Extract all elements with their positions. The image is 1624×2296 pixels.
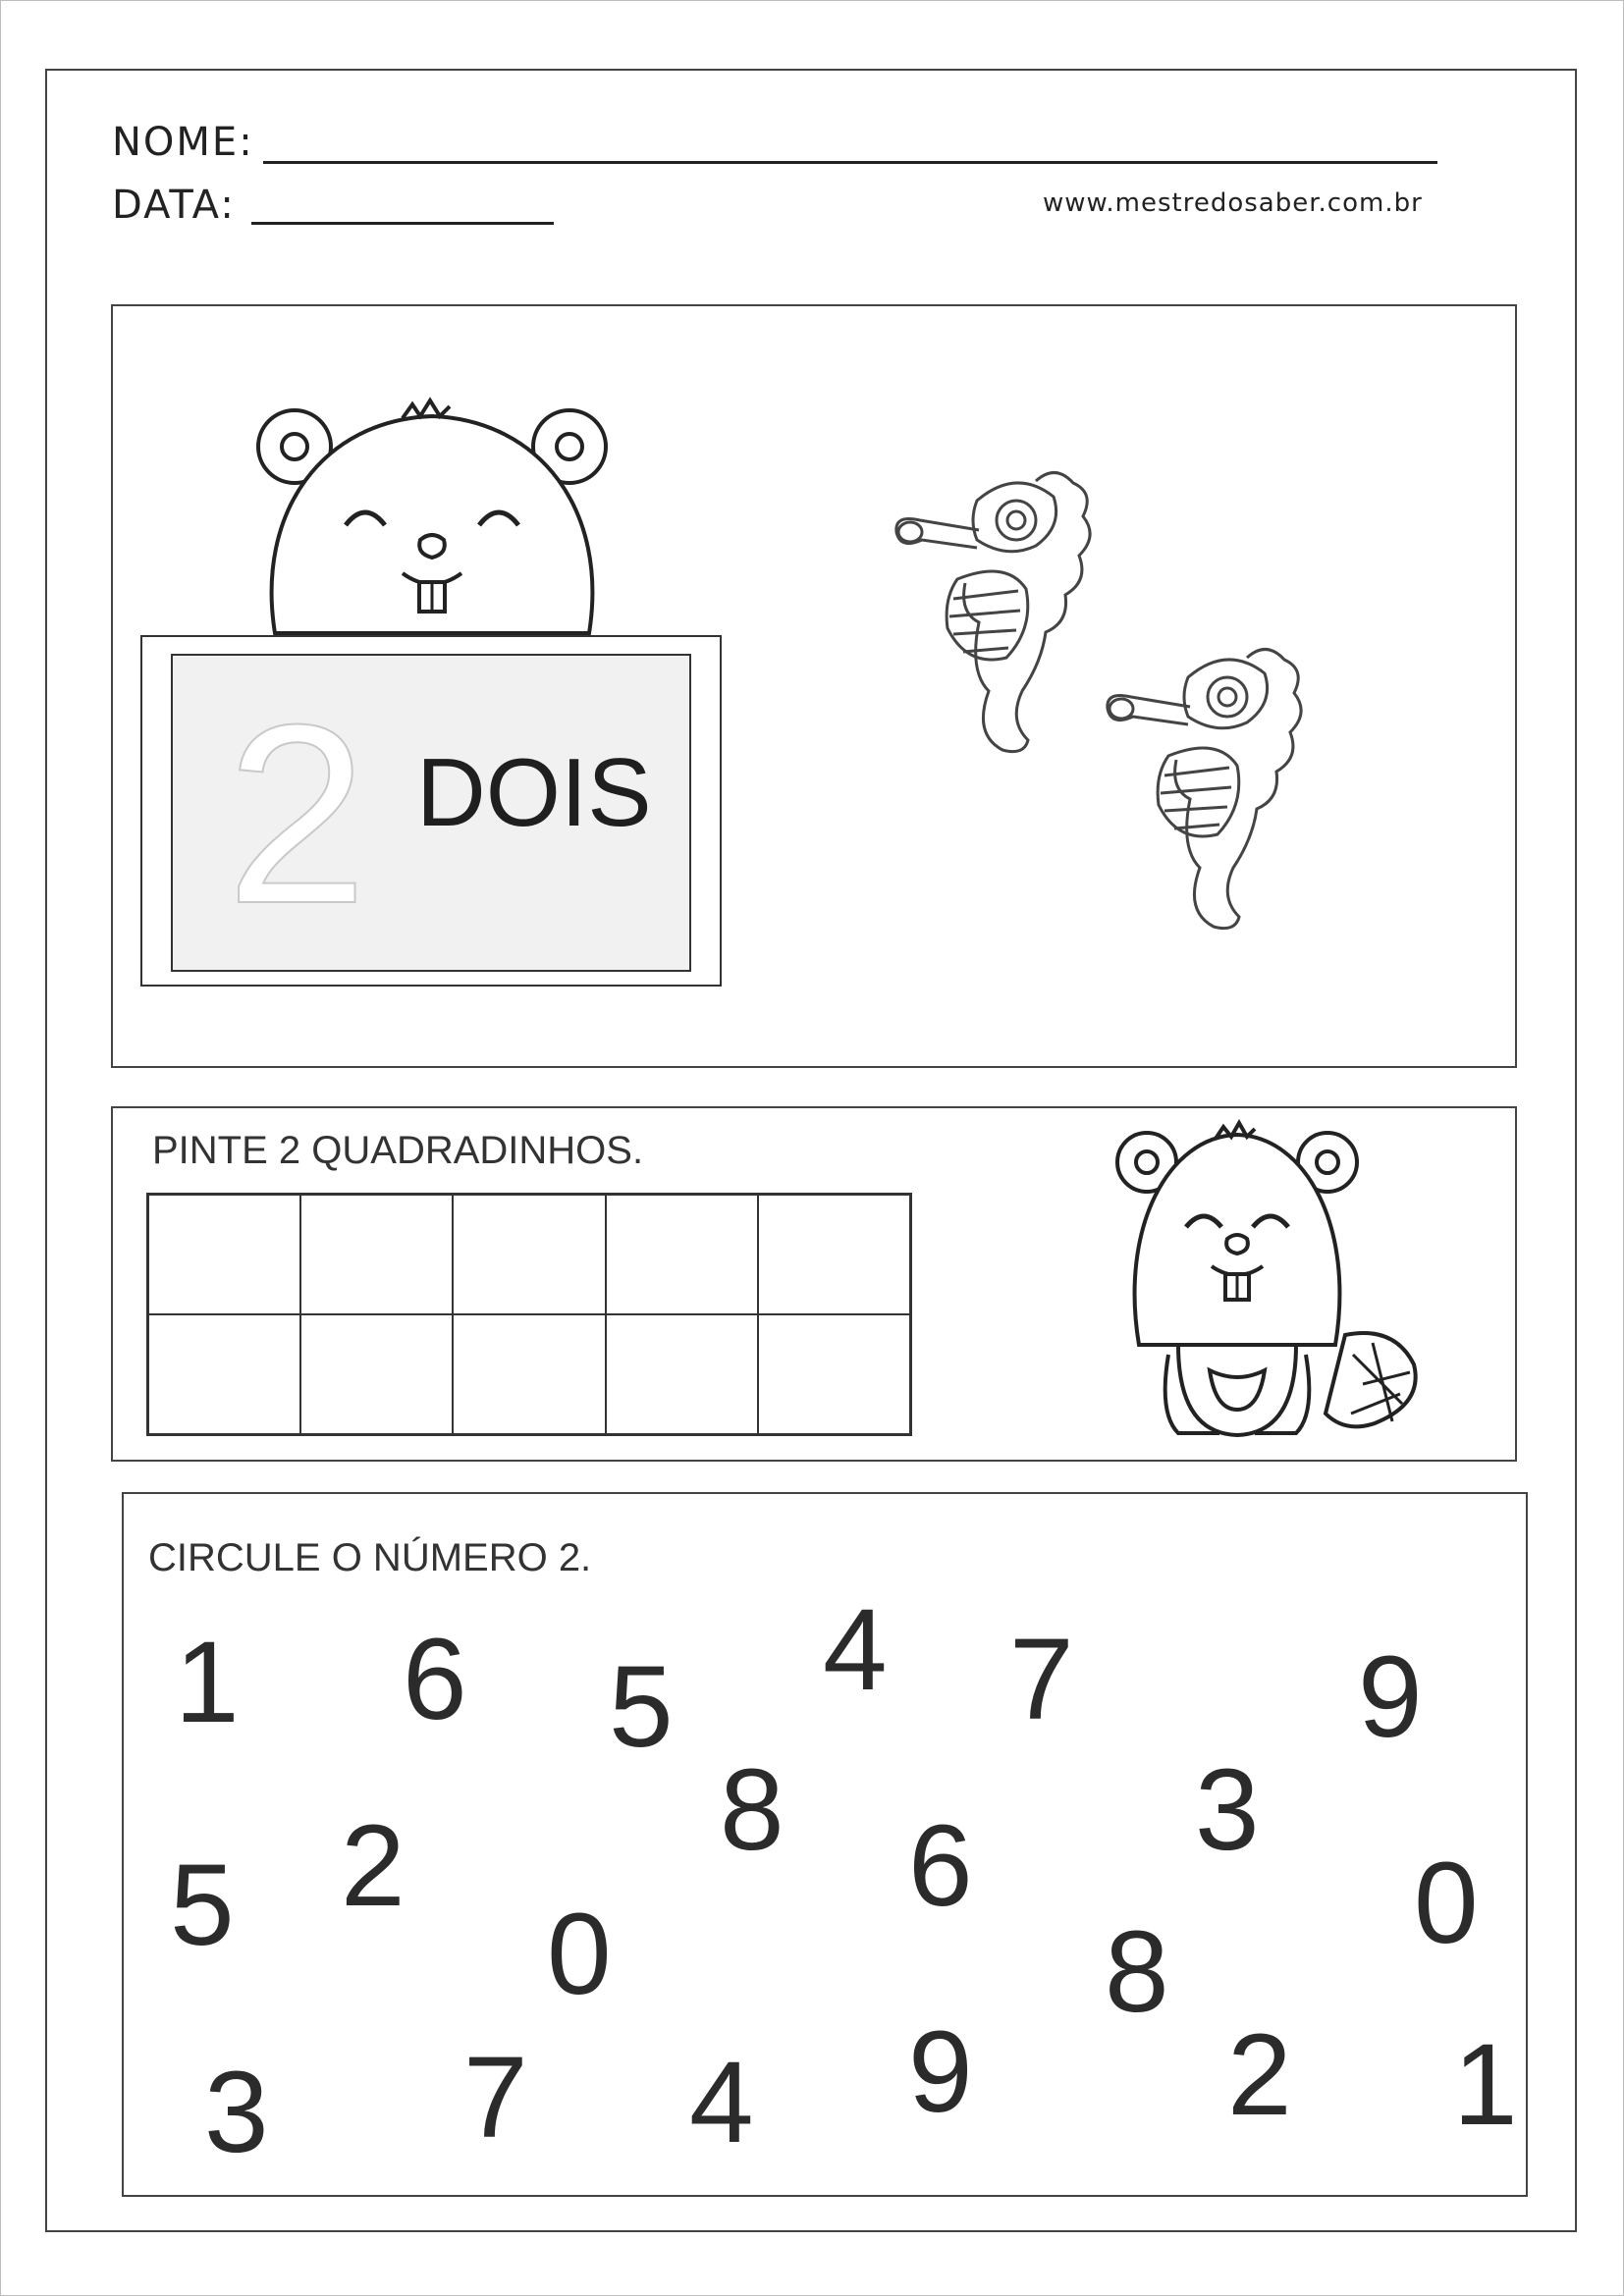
beaver-icon xyxy=(245,393,628,648)
digit[interactable]: 3 xyxy=(1195,1745,1260,1875)
digit[interactable]: 9 xyxy=(1358,1632,1423,1762)
circle-instruction: CIRCULE O NÚMERO 2. xyxy=(148,1536,592,1579)
digit[interactable]: 0 xyxy=(1414,1839,1479,1968)
digit[interactable]: 4 xyxy=(689,2038,754,2167)
digit[interactable]: 5 xyxy=(609,1642,674,1772)
digit[interactable]: 2 xyxy=(341,1801,406,1931)
traceable-numeral[interactable]: 2 xyxy=(226,672,368,957)
digit[interactable]: 6 xyxy=(908,1801,973,1931)
digit[interactable]: 7 xyxy=(463,2033,528,2163)
paint-square[interactable] xyxy=(148,1195,300,1314)
digit[interactable]: 0 xyxy=(547,1890,612,2019)
paint-instruction: PINTE 2 QUADRADINHOS. xyxy=(152,1129,644,1172)
paint-square[interactable] xyxy=(606,1314,758,1434)
digit[interactable]: 8 xyxy=(1105,1907,1169,2037)
digit[interactable]: 3 xyxy=(204,2048,269,2177)
website-url: www.mestredosaber.com.br xyxy=(1043,188,1423,218)
digit[interactable]: 6 xyxy=(403,1615,467,1744)
digit[interactable]: 1 xyxy=(1453,2020,1518,2150)
beaver-icon xyxy=(1100,1119,1434,1443)
paint-square[interactable] xyxy=(453,1314,605,1434)
number-word: DOIS xyxy=(416,738,652,846)
paint-square[interactable] xyxy=(148,1314,300,1434)
digit[interactable]: 5 xyxy=(170,1841,235,1970)
date-label: DATA: xyxy=(112,183,236,228)
digit[interactable]: 4 xyxy=(823,1585,888,1715)
paint-square[interactable] xyxy=(300,1195,453,1314)
paint-square[interactable] xyxy=(606,1195,758,1314)
seahorse-icon xyxy=(1100,638,1306,933)
paint-square[interactable] xyxy=(758,1314,910,1434)
paint-square[interactable] xyxy=(300,1314,453,1434)
digit[interactable]: 9 xyxy=(908,2007,973,2137)
paint-square[interactable] xyxy=(758,1195,910,1314)
digit[interactable]: 2 xyxy=(1227,2010,1292,2140)
digit[interactable]: 8 xyxy=(720,1745,785,1875)
paint-grid xyxy=(146,1193,912,1436)
seahorse-icon xyxy=(889,461,1095,756)
paint-square[interactable] xyxy=(453,1195,605,1314)
name-label: NOME: xyxy=(112,120,254,165)
date-field[interactable] xyxy=(251,222,554,225)
digit[interactable]: 1 xyxy=(175,1618,240,1747)
name-field[interactable] xyxy=(263,161,1437,164)
digit[interactable]: 7 xyxy=(1009,1615,1074,1744)
